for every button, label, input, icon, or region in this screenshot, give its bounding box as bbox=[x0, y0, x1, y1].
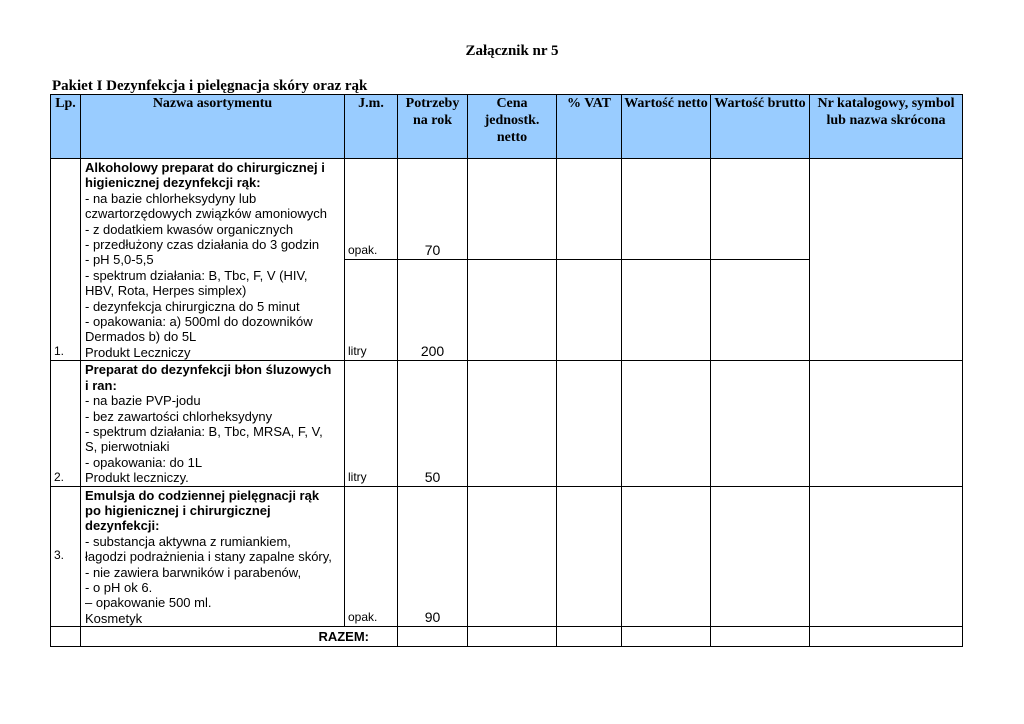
cell-net[interactable] bbox=[622, 260, 711, 361]
table-row bbox=[51, 159, 963, 260]
header-row bbox=[51, 95, 963, 159]
name-line: - bez zawartości chlorheksydyny bbox=[85, 408, 273, 424]
name-line: łagodzi podrażnienia i stany zapalne skóry, bbox=[85, 549, 332, 565]
name-line: - na bazie chlorheksydyny lub bbox=[85, 190, 257, 206]
total-gross[interactable] bbox=[711, 627, 810, 647]
row-qty: 200 bbox=[398, 260, 468, 361]
name-bold-line: Alkoholowy preparat do chirurgicznej i bbox=[85, 160, 325, 175]
header-qty: Potrzeby na rok bbox=[398, 95, 468, 159]
cell-catalog[interactable] bbox=[810, 159, 963, 361]
name-bold-line: Preparat do dezynfekcji błon śluzowych bbox=[85, 362, 332, 378]
total-empty-cell bbox=[51, 627, 81, 647]
row-qty: 90 bbox=[398, 486, 468, 627]
name-line: - przedłużony czas działania do 3 godzin bbox=[85, 237, 320, 253]
cell-net[interactable] bbox=[622, 361, 711, 486]
name-line: - z dodatkiem kwasów organicznych bbox=[85, 221, 294, 237]
row-lp: 3. bbox=[51, 486, 81, 627]
page-title: Załącznik nr 5 bbox=[465, 43, 559, 59]
cell-vat[interactable] bbox=[557, 361, 622, 486]
cell-price[interactable] bbox=[468, 260, 557, 361]
name-line: Dermados b) do 5L bbox=[85, 329, 197, 345]
name-line: czwartorzędowych związków amoniowych bbox=[85, 206, 328, 222]
row-lp: 1. bbox=[51, 159, 81, 361]
total-empty-cell bbox=[557, 627, 622, 647]
name-bold-line: dezynfekcji: bbox=[85, 518, 160, 534]
name-line: - dezynfekcja chirurgiczna do 5 minut bbox=[85, 298, 300, 314]
row-jm: opak. bbox=[345, 159, 398, 260]
name-line: HBV, Rota, Herpes simplex) bbox=[85, 283, 247, 299]
name-line: S, pierwotniaki bbox=[85, 439, 170, 455]
cell-net[interactable] bbox=[622, 486, 711, 627]
row-qty: 50 bbox=[398, 361, 468, 486]
cell-catalog[interactable] bbox=[810, 361, 963, 486]
row-lp: 2. bbox=[51, 361, 81, 486]
cell-price[interactable] bbox=[468, 159, 557, 260]
name-line: - opakowania: do 1L bbox=[85, 454, 203, 470]
header-net: Wartość netto bbox=[622, 95, 711, 159]
header-price: Cena jednostk. netto bbox=[468, 95, 557, 159]
package-title: Pakiet I Dezynfekcja i pielęgnacja skóry oraz rąk bbox=[52, 78, 368, 94]
cell-price[interactable] bbox=[468, 486, 557, 627]
name-line: Kosmetyk bbox=[85, 610, 143, 626]
cell-catalog[interactable] bbox=[810, 486, 963, 627]
row-jm: opak. bbox=[345, 486, 398, 627]
header-jm: J.m. bbox=[345, 95, 398, 159]
name-line: - opakowania: a) 500ml do dozowników bbox=[85, 314, 313, 330]
header-gross: Wartość brutto bbox=[711, 95, 810, 159]
name-line: - nie zawiera barwników i parabenów, bbox=[85, 564, 302, 580]
cell-gross[interactable] bbox=[711, 159, 810, 260]
price-table bbox=[50, 94, 963, 647]
cell-vat[interactable] bbox=[557, 486, 622, 627]
name-bold-line: po higienicznej i chirurgicznej bbox=[85, 502, 271, 518]
cell-net[interactable] bbox=[622, 159, 711, 260]
row-name bbox=[81, 361, 345, 486]
cell-gross[interactable] bbox=[711, 361, 810, 486]
cell-vat[interactable] bbox=[557, 159, 622, 260]
row-name bbox=[81, 159, 345, 361]
header-lp: Lp. bbox=[51, 95, 81, 159]
name-line: – opakowanie 500 ml. bbox=[85, 595, 212, 611]
row-jm: litry bbox=[345, 361, 398, 486]
name-bold-line: Emulsja do codziennej pielęgnacji rąk bbox=[85, 487, 320, 503]
header-vat: % VAT bbox=[557, 95, 622, 159]
cell-vat[interactable] bbox=[557, 260, 622, 361]
cell-gross[interactable] bbox=[711, 260, 810, 361]
cell-gross[interactable] bbox=[711, 486, 810, 627]
name-bold-line: higienicznej dezynfekcji rąk: bbox=[85, 175, 261, 191]
cell-price[interactable] bbox=[468, 361, 557, 486]
name-line: - o pH ok 6. bbox=[85, 579, 153, 595]
row-name bbox=[81, 486, 345, 627]
name-line: - pH 5,0-5,5 bbox=[85, 252, 154, 268]
table-row bbox=[51, 486, 963, 627]
row-qty: 70 bbox=[398, 159, 468, 260]
row-jm: litry bbox=[345, 260, 398, 361]
table-row bbox=[51, 361, 963, 486]
name-line: Produkt leczniczy. bbox=[85, 470, 189, 486]
name-line: - substancja aktywna z rumiankiem, bbox=[85, 533, 291, 549]
total-label: RAZEM: bbox=[81, 627, 398, 647]
name-line: - na bazie PVP-jodu bbox=[85, 393, 201, 409]
name-line: - spektrum działania: B, Tbc, MRSA, F, V, bbox=[85, 423, 323, 439]
total-net[interactable] bbox=[622, 627, 711, 647]
name-line: Produkt Leczniczy bbox=[85, 344, 191, 360]
name-line: - spektrum działania: B, Tbc, F, V (HIV, bbox=[85, 267, 308, 283]
total-row bbox=[51, 627, 963, 647]
total-empty-cell bbox=[810, 627, 963, 647]
header-name: Nazwa asortymentu bbox=[81, 95, 345, 159]
header-catalog: Nr katalogowy, symbol lub nazwa skrócona bbox=[810, 95, 963, 159]
name-bold-line: i ran: bbox=[85, 377, 117, 393]
total-empty-cell bbox=[398, 627, 468, 647]
total-empty-cell bbox=[468, 627, 557, 647]
